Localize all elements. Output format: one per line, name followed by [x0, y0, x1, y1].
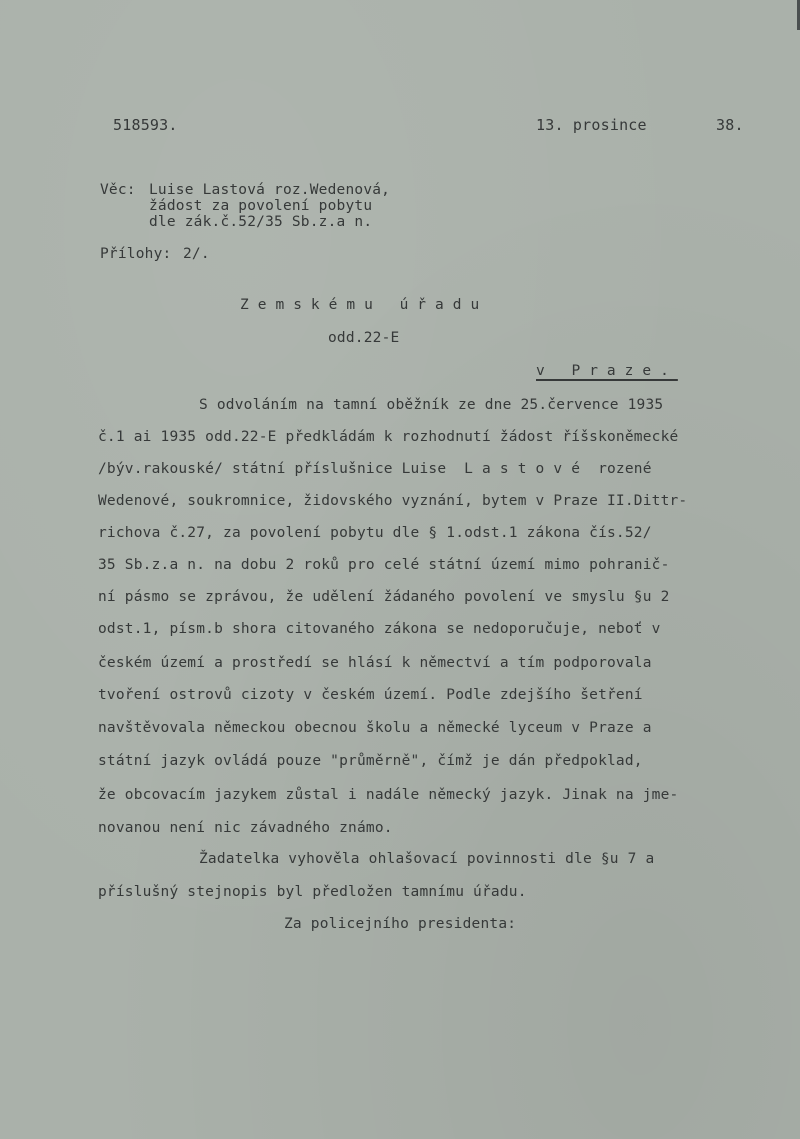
attachments-value: 2/.: [183, 246, 210, 262]
addressee-city: v Praze.: [536, 363, 678, 379]
body-line: státní jazyk ovládá pouze "průměrně", čímž je dán předpoklad,: [98, 753, 643, 769]
subject-line: žádost za povolení pobytu: [149, 198, 373, 214]
body-line: odst.1, písm.b shora citovaného zákona se nedoporučuje, neboť v: [98, 621, 661, 637]
subject-line: Luise Lastová roz.Wedenová,: [149, 182, 391, 198]
body-line: navštěvovala německou obecnou školu a německé lyceum v Praze a: [98, 720, 652, 736]
body-line: 35 Sb.z.a n. na dobu 2 roků pro celé státní území mimo pohranič-: [98, 557, 670, 573]
body-line: tvoření ostrovů cizoty v českém území. Podle zdejšího šetření: [98, 687, 643, 703]
body-line: ní pásmo se zprávou, že udělení žádaného povolení ve smyslu §u 2: [98, 589, 670, 605]
body-line: že obcovacím jazykem zůstal i nadále německý jazyk. Jinak na jme-: [98, 787, 679, 803]
body-line: S odvoláním na tamní oběžník ze dne 25.července 1935: [199, 397, 664, 413]
body-line: richova č.27, za povolení pobytu dle § 1.odst.1 zákona čís.52/: [98, 525, 652, 541]
signature-line: Za policejního presidenta:: [284, 916, 517, 932]
subject-line: dle zák.č.52/35 Sb.z.a n.: [149, 214, 373, 230]
attachments-label: Přílohy:: [100, 246, 172, 262]
addressee-office: Zemskému úřadu: [240, 297, 489, 313]
closing-line: Žadatelka vyhověla ohlašovací povinnosti dle §u 7 a: [199, 851, 655, 867]
subject-label: Věc:: [100, 182, 136, 198]
date-day: 13. prosince: [536, 116, 647, 134]
body-line: Wedenové, soukromnice, židovského vyznání, bytem v Praze II.Dittr-: [98, 493, 688, 509]
body-line: /býv.rakouské/ státní příslušnice Luise L a s t o v é rozené: [98, 461, 652, 477]
addressee-department: odd.22-E: [328, 330, 400, 346]
body-line: č.1 ai 1935 odd.22-E předkládám k rozhodnutí žádost říšskoněmecké: [98, 429, 679, 445]
closing-line: příslušný stejnopis byl předložen tamnímu úřadu.: [98, 884, 527, 900]
body-line: českém území a prostředí se hlásí k němectví a tím podporovala: [98, 655, 652, 671]
reference-number: 518593.: [113, 116, 178, 134]
date-year: 38.: [716, 116, 744, 134]
body-line: novanou není nic závadného známo.: [98, 820, 393, 836]
